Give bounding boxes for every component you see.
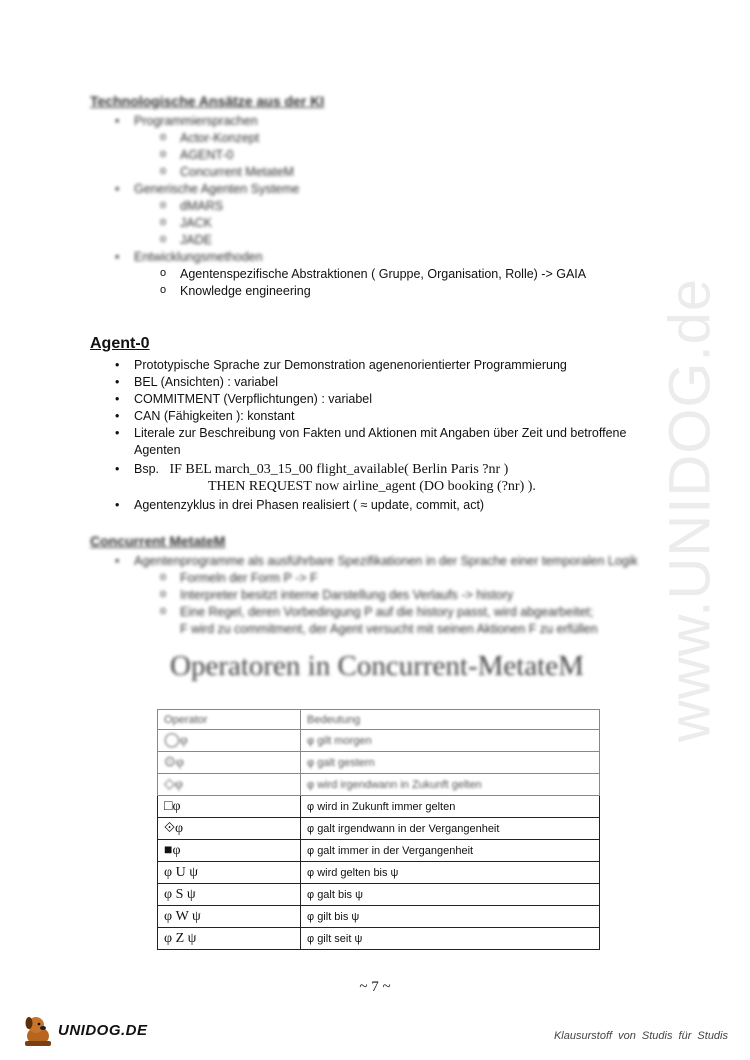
table-row [158,774,600,796]
list-item: • Programmiersprachen [90,113,650,130]
section-list [90,357,650,514]
list-item: • Agentenzyklus in drei Phasen realisiert ( ≈ update, commit, act) [90,497,650,514]
list-item: • CAN (Fähigkeiten ): konstant [90,408,650,425]
operator-cell: □φ [158,796,301,818]
example-prefix: Bsp. [134,462,160,476]
table-row [158,796,600,818]
watermark: www.UNIDOG.de [657,277,723,743]
header-operator: Operator [158,710,301,730]
list-item: o Formeln der Form P -> F [90,570,650,587]
meaning-cell: φ gilt seit ψ [301,928,600,950]
table-title: Operatoren in Concurrent-MetateM [170,650,584,682]
section-list [90,113,650,300]
list-item: o Knowledge engineering [90,283,650,300]
table-header-row [158,710,600,730]
page-number: ~ 7 ~ [359,979,391,995]
list-item: F wird zu commitment, der Agent versucht mit seinen Aktionen F zu erfüllen [180,622,598,636]
operator-cell: ◯φ [158,730,301,752]
list-item: • Entwicklungsmethoden [90,249,650,266]
list-item: o dMARS [90,198,650,215]
table-row [158,752,600,774]
list-item: o Actor-Konzept [90,130,650,147]
example-continuation [90,478,650,495]
operator-cell: ◇φ [158,774,301,796]
section-list [90,553,650,638]
meaning-cell: φ galt irgendwann in der Vergangenheit [301,818,600,840]
meaning-cell: φ wird gelten bis ψ [301,862,600,884]
section-title: Technologische Ansätze aus der KI [90,93,325,109]
table-row [158,840,600,862]
list-item: • COMMITMENT (Verpflichtungen) : variabel [90,391,650,408]
example-item [90,461,650,478]
section-agent-0 [90,335,650,514]
operator-cell: φ Z ψ [158,928,301,950]
list-item: o Concurrent MetateM [90,164,650,181]
operator-table [157,709,600,950]
operator-cell: φ W ψ [158,906,301,928]
example-code-line1: IF BEL march_03_15_00 flight_available( Berlin Paris ?nr ) [169,462,509,477]
list-item: o JADE [90,232,650,249]
list-item: o Agentenspezifische Abstraktionen ( Gruppe, Organisation, Rolle) -> GAIA [90,266,650,283]
list-item: • BEL (Ansichten) : variabel [90,374,650,391]
meaning-cell: φ wird irgendwann in Zukunft gelten [301,774,600,796]
section-title: Agent-0 [90,335,150,352]
logo-text: UNIDOG.DE [58,1022,148,1039]
meaning-cell: φ gilt morgen [301,730,600,752]
list-item: o Eine Regel, deren Vorbedingung P auf die history passt, wird abgearbeitet; [90,604,650,621]
dog-logo-icon [18,1012,58,1048]
list-item: o Interpreter besitzt interne Darstellung des Verlaufs -> history [90,587,650,604]
operator-cell: ⟐φ [158,818,301,840]
list-item: o JACK [90,215,650,232]
list-item: • Agentenprogramme als ausführbare Spezifikationen in der Sprache einer temporalen Logik [90,553,650,570]
operator-cell: φ S ψ [158,884,301,906]
table-row [158,906,600,928]
operator-cell: ■φ [158,840,301,862]
meaning-cell: φ galt immer in der Vergangenheit [301,840,600,862]
list-item: • Prototypische Sprache zur Demonstration agenenorientierter Programmierung [90,357,650,374]
example-code-line2: THEN REQUEST now airline_agent (DO booking (?nr) ). [208,479,536,494]
footer-tagline: Klausurstoff von Studis für Studis [553,1030,728,1042]
meaning-cell: φ galt gestern [301,752,600,774]
meaning-cell: φ gilt bis ψ [301,906,600,928]
list-item: • Literale zur Beschreibung von Fakten und Aktionen mit Angaben über Zeit und betroffene Agenten [90,425,650,459]
table-row [158,928,600,950]
section-concurrent-metatem [90,533,650,638]
table-row [158,730,600,752]
section-ki-approaches [90,93,650,300]
header-meaning: Bedeutung [301,710,600,730]
list-item: • Generische Agenten Systeme [90,181,650,198]
operator-cell: ⊙φ [158,752,301,774]
section-title: Concurrent MetateM [90,533,226,549]
table-row [158,884,600,906]
meaning-cell: φ wird in Zukunft immer gelten [301,796,600,818]
table-row [158,862,600,884]
list-item: o AGENT-0 [90,147,650,164]
operator-cell: φ U ψ [158,862,301,884]
table-row [158,818,600,840]
unidog-logo [18,1012,158,1048]
meaning-cell: φ galt bis ψ [301,884,600,906]
